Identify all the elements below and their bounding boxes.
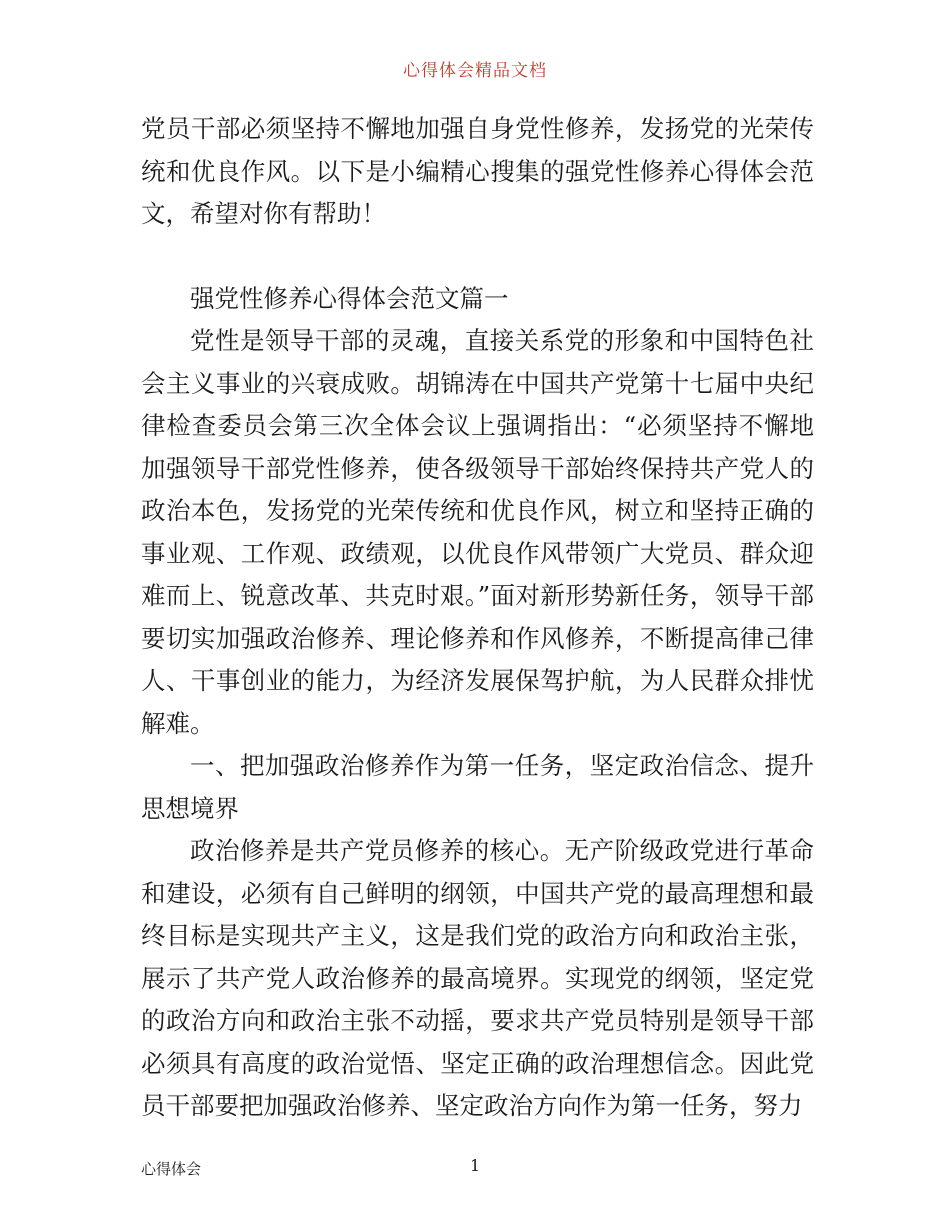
body-paragraph-2: 政治修养是共产党员修养的核心。无产阶级政党进行革命和建设，必须有自己鲜明的纲领，中国共产党的最高理想和最终目标是实现共产主义，这是我们党的政治方向和政治主张，展示了共产党人政治修养的最高境界。实现党的纲领，坚定党的政治方向和政治主张不动摇，要求共产党员特别是领导干部必须具有高度的政治觉悟、坚定正确的政治理想信念。因此党员干部要把加强政治修养、坚定政治方向作为第一任务，努力 [141,836,814,1120]
paragraph-gap [141,236,814,278]
page-number: 1 [470,1156,481,1175]
section-heading-1: 一、把加强政治修养作为第一任务，坚定政治信念、提升思想境界 [141,751,814,823]
intro-paragraph: 党员干部必须坚持不懈地加强自身党性修养，发扬党的光荣传统和优良作风。以下是小编精心搜集的强党性修养心得体会范文，希望对你有帮助！ [141,114,814,228]
section-title: 强党性修养心得体会范文篇一 [190,283,509,313]
page-header-title: 心得体会精品文档 [403,61,547,81]
footer-label: 心得体会 [141,1160,202,1178]
body-paragraph-1: 党性是领导干部的灵魂，直接关系党的形象和中国特色社会主义事业的兴衰成败。胡锦涛在中国共产党第十七届中央纪律检查委员会第三次全体会议上强调指出：“必须坚持不懈地加强领导干部党性修养，使各级领导干部始终保持共产党人的政治本色，发扬党的光荣传统和优良作风，树立和坚持正确的事业观、工作观、政绩观，以优良作风带领广大党员、群众迎难而上、锐意改革、共克时艰。”面对新形势新任务，领导干部要切实加强政治修养、理论修养和作风修养，不断提高律己律人、干事创业的能力，为经济发展保驾护航，为人民群众排忧解难。 [141,326,814,738]
document-body [141,108,814,1128]
